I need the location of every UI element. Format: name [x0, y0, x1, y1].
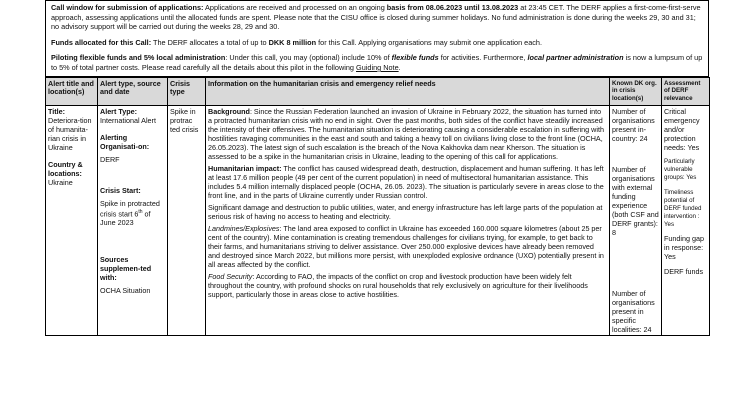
pilot-local-admin: local partner administration	[527, 53, 624, 63]
food-label: Food Security	[208, 271, 253, 281]
crisis-start-text-b: of June 2023	[100, 209, 151, 228]
impact-label: Humanitarian impact:	[208, 163, 282, 173]
impact-paragraph	[208, 164, 607, 200]
funds-text-a: The DERF allocates a total of up to	[151, 37, 269, 47]
pilot-text-c: is now a lumpsum of up to 5% of total partner costs. Please read carefully all the details about this pilot in the following	[51, 53, 703, 72]
type-label: Alert Type:	[100, 106, 138, 116]
call-notice-box	[45, 0, 709, 77]
pilot-text-a: : Under this call, you may (optional) include 10% of	[225, 53, 392, 63]
landmines-paragraph	[208, 224, 607, 269]
table-row	[46, 105, 710, 335]
header-information: Information on the humanitarian crisis and emergency relief needs	[206, 77, 610, 105]
pilot-paragraph	[51, 53, 703, 72]
call-window-label: Call window for submission of applications:	[51, 3, 204, 12]
cell-alert-type	[98, 105, 168, 335]
call-window-paragraph	[51, 3, 703, 32]
type-value: International Alert	[100, 115, 156, 125]
pilot-flexible-funds: flexible funds	[391, 53, 439, 63]
alert-table	[45, 77, 710, 336]
table-header-row	[46, 77, 710, 105]
crisis-start-sup: th	[138, 208, 143, 215]
landmines-text: : The land area exposed to conflict in Ukraine has exceeded 160.000 square kilometres (about 25 per cent of the country). Mine contamination is creating tremendous challenges for civilians trying, for example, to get back to their farms, and humanitarians striving to deliver assistance. Over 250.000 explosive devices have already been removed and destroyed since March 2022, but millions more persist, with unexploded explosive ordnance (UXO) potentially present in all areas affected by the conflict.	[208, 223, 604, 269]
assess-critical-needs: Critical emergency and/or protection needs: Yes	[664, 106, 700, 152]
header-alert-title: Alert title and location(s)	[46, 77, 98, 105]
pilot-label: Piloting flexible funds and 5% local administration	[51, 53, 226, 63]
cell-information	[206, 105, 610, 335]
header-assessment: Assessment of DERF relevance	[662, 77, 710, 105]
header-alert-type: Alert type, source and date	[98, 77, 168, 105]
background-text: : Since the Russian Federation launched an invasion of Ukraine in February 2022, the situation has turned into a protracted humanitarian crisis with no end in sight. Over the past months, both sides of the conflict have steadily increased the intensity of their offensives. The humanitarian situation is deteriorating causing a considerable escalation in suffering with hostilities ravaging communities in the east and south and taking a heavy toll on civilians living close to the front line (OCHA, 26.05.2023). The latest sign of such escalation is the breach of the Nova Kakhovka dam near Kherson. The situation is assessed to be a spike in the humanitarian crisis in Ukraine, leading to the opening of this call for applications.	[208, 106, 604, 161]
cell-alert-title	[46, 105, 98, 335]
damage-paragraph: Significant damage and destruction to public utilities, water, and energy infrastructure has left large parts of the population at serious risk of having no access to heating and electricity.	[208, 202, 603, 221]
country-value: Ukraine	[48, 177, 73, 187]
funds-label: Funds allocated for this Call:	[51, 37, 152, 47]
food-paragraph	[208, 272, 607, 299]
crisis-start-value	[100, 199, 165, 227]
assess-timeliness: Timeliness potential of DERF funded intervention : Yes	[664, 189, 702, 228]
pilot-end: .	[398, 62, 401, 72]
title-label: Title:	[48, 106, 66, 116]
assess-derf-funds: DERF funds	[664, 267, 704, 277]
crisis-start-text-a: Spike in protracted crisis start 6	[100, 198, 160, 219]
known-funding-experience: Number of organisations with external funding experience (both CSF and DERF grants): 8	[612, 164, 659, 237]
background-paragraph	[208, 107, 607, 161]
call-window-basis: basis from 08.06.2023 until 13.08.2023	[386, 3, 519, 12]
funds-paragraph	[51, 38, 703, 48]
cell-known-orgs	[610, 105, 662, 335]
crisis-start-label: Crisis Start:	[100, 185, 141, 195]
landmines-label: Landmines/Explosives	[208, 223, 280, 233]
title-value: Deteriora-tion of humanita-rian crisis in Ukraine	[48, 115, 92, 152]
guiding-note-link[interactable]: Guiding Note	[356, 62, 399, 72]
food-text: : According to FAO, the impacts of the conflict on crop and livestock production have been widely felt throughout the country, with profound shocks on rural households that rely exclusively on agriculture for their livelihoods support, particularly those in areas close to active hostilities.	[208, 271, 588, 299]
alerting-value: DERF	[100, 154, 120, 164]
alerting-label: Alerting Organisati-on:	[100, 132, 150, 151]
sources-label: Sources supplemen-ted with:	[100, 255, 152, 283]
call-window-text-b: at 23:45 CET. The DERF applies a first-come-first-serve approach, assessing applications until the allocated funds are spent. Please note that the CISU office is closed during summer holidays. No fund administration is done during the weeks 29, 30 and 31; no advisory support will be carried out during the weeks 28, 29 and 30.	[51, 3, 701, 32]
funds-amount: DKK 8 million	[268, 37, 317, 47]
header-known-orgs: Known DK org. in crisis location(s)	[610, 77, 662, 105]
assess-vulnerable-groups: Particularly vulnerable groups: Yes	[664, 157, 697, 181]
call-window-text-a: Applications are received and processed on an ongoing	[203, 3, 387, 12]
sources-value: OCHA Situation	[100, 286, 151, 296]
document-page	[45, 0, 709, 336]
country-label: Country & locations:	[48, 159, 83, 178]
pilot-text-b: for activities. Furthermore,	[438, 53, 528, 63]
background-label: Background	[208, 106, 250, 116]
known-specific-localities: Number of organisations present in specific localities: 24	[612, 288, 655, 334]
funds-text-b: for this Call. Applying organisations may submit one application each.	[316, 37, 543, 47]
header-crisis-type: Crisis type	[168, 77, 206, 105]
known-present-in-country: Number of organisations present in-country: 24	[612, 106, 655, 143]
cell-assessment	[662, 105, 710, 335]
assess-funding-gap: Funding gap in response: Yes	[664, 234, 704, 262]
cell-crisis-type: Spike in protrac ted crisis	[168, 105, 206, 335]
impact-text: The conflict has caused widespread death, destruction, displacement and human suffering. It has left at least 17.6 million people (49 per cent of the current population) in need of multisectoral humanitarian assistance. This includes 5.4 million internally displaced people (OCHA, 26.05. 2023). The situation is particularly severe in areas close to the front line, and in the parts of Ukraine currently under Russian control.	[208, 163, 604, 200]
